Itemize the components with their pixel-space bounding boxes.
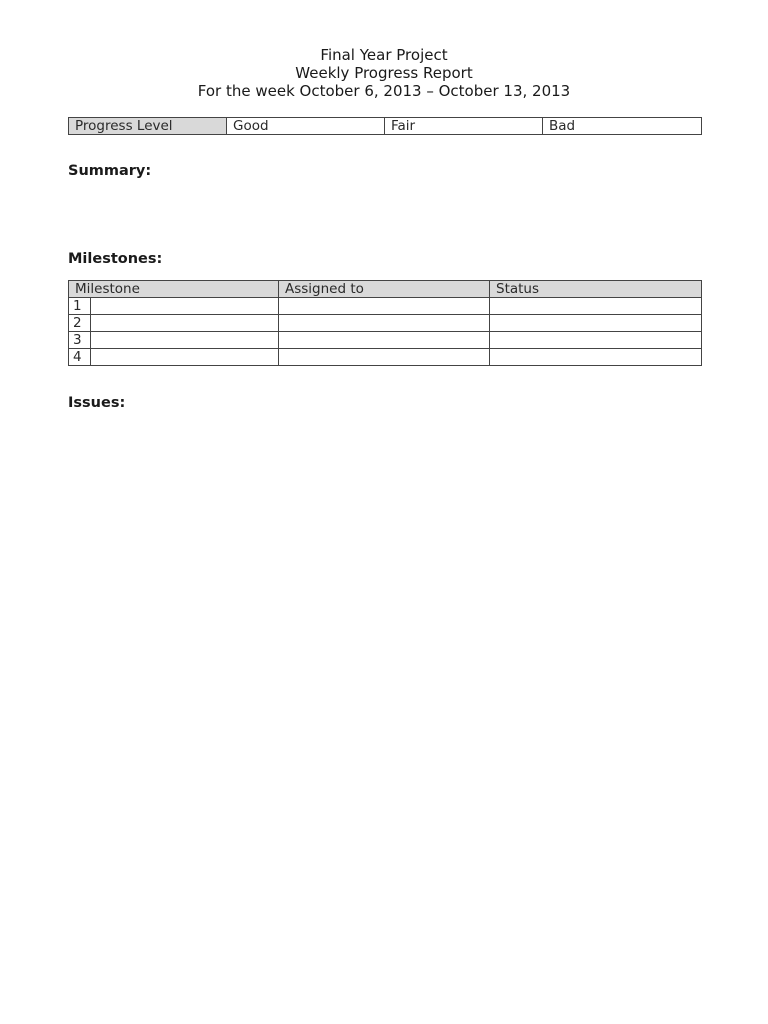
- milestone-cell[interactable]: [91, 332, 279, 349]
- milestones-heading: Milestones:: [68, 251, 163, 267]
- table-row: [69, 315, 702, 332]
- milestone-cell[interactable]: [91, 315, 279, 332]
- milestones-header-row: [69, 281, 702, 298]
- status-cell[interactable]: [490, 298, 702, 315]
- status-cell[interactable]: [490, 315, 702, 332]
- assigned-to-column-header: Assigned to: [279, 281, 490, 298]
- milestone-column-header: Milestone: [69, 281, 279, 298]
- row-number: 4: [69, 349, 91, 366]
- status-cell[interactable]: [490, 349, 702, 366]
- milestone-cell[interactable]: [91, 298, 279, 315]
- report-subtitle: Weekly Progress Report: [295, 64, 473, 82]
- assigned-to-cell[interactable]: [279, 349, 490, 366]
- row-number: 3: [69, 332, 91, 349]
- milestones-table: [68, 280, 702, 366]
- issues-heading: Issues:: [68, 395, 126, 411]
- row-number: 2: [69, 315, 91, 332]
- table-row: [69, 332, 702, 349]
- report-week: For the week October 6, 2013 – October 13, 2013: [197, 82, 571, 100]
- summary-heading: Summary:: [68, 163, 152, 179]
- milestone-cell[interactable]: [91, 349, 279, 366]
- progress-level-table: [68, 117, 702, 135]
- status-cell[interactable]: [490, 332, 702, 349]
- report-title: [0, 46, 768, 100]
- status-column-header: Status: [490, 281, 702, 298]
- project-title: Final Year Project: [320, 46, 448, 64]
- table-row: [69, 349, 702, 366]
- progress-option-good[interactable]: Good: [227, 118, 385, 135]
- assigned-to-cell[interactable]: [279, 332, 490, 349]
- row-number: 1: [69, 298, 91, 315]
- progress-option-bad[interactable]: Bad: [543, 118, 702, 135]
- progress-option-fair[interactable]: Fair: [385, 118, 543, 135]
- progress-level-row: [69, 118, 702, 135]
- assigned-to-cell[interactable]: [279, 298, 490, 315]
- table-row: [69, 298, 702, 315]
- assigned-to-cell[interactable]: [279, 315, 490, 332]
- progress-level-label: Progress Level: [69, 118, 227, 135]
